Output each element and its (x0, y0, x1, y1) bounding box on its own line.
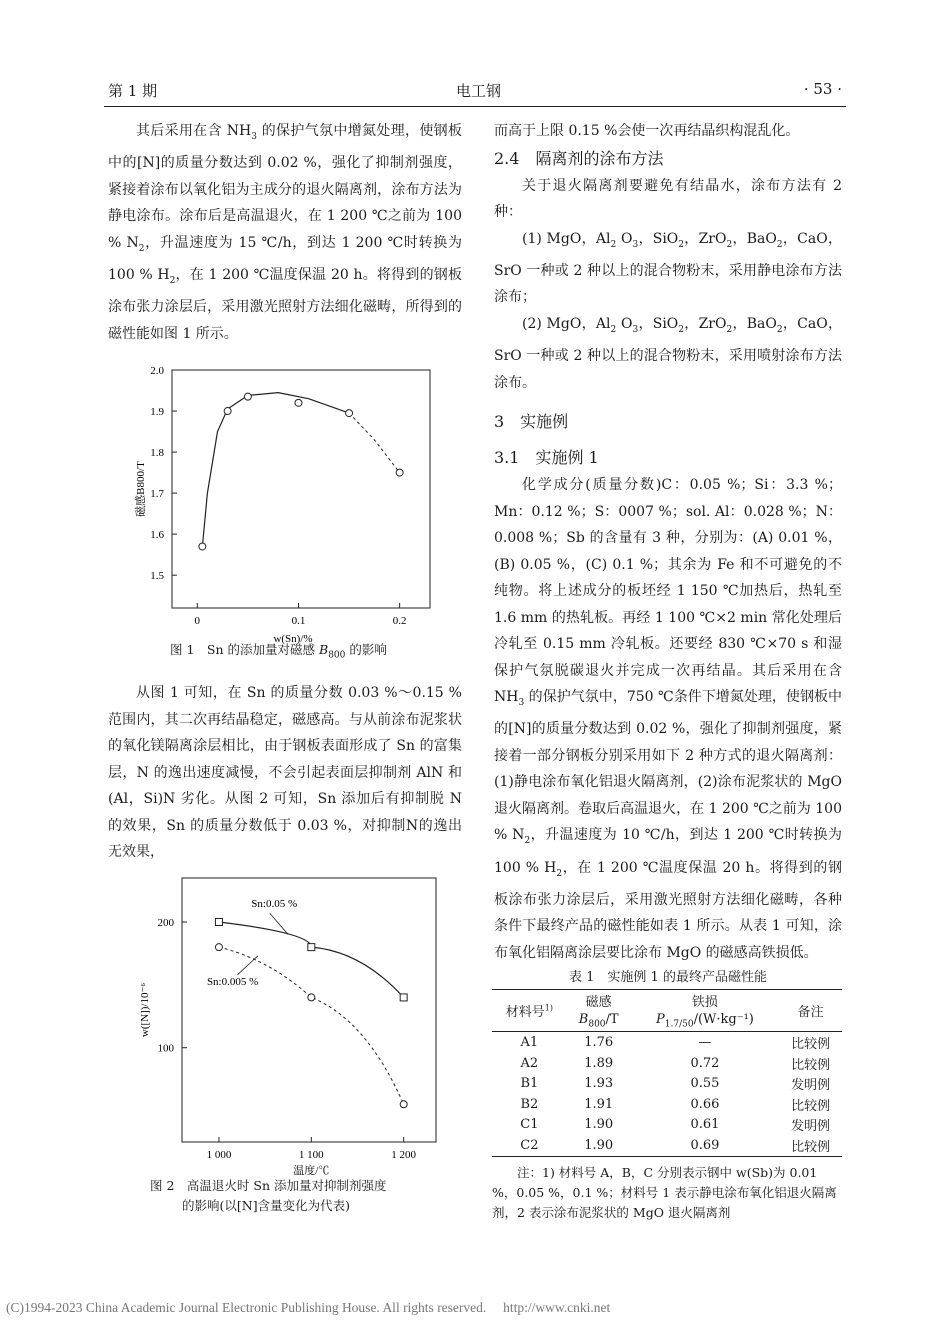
data-point-square (400, 994, 407, 1001)
y-tick-label: 1.6 (150, 529, 164, 542)
table-note: 注：1) 材料号 A，B，C 分别表示钢中 w(Sb)为 0.01 %，0.05 %，0.1 %；材料号 1 表示静电涂布氧化铝退火隔离剂，2 表示涂布泥浆状的 MgO 退火隔离剂 (492, 1164, 837, 1220)
figure-1-caption: 图 1 Sn 的添加量对磁感 $B_{800}$ 的影响 (170, 642, 387, 661)
data-point-square (215, 919, 222, 926)
y-tick-label: 1.8 (150, 447, 164, 460)
data-point (295, 399, 302, 406)
series-line-sn-0-005 (219, 947, 404, 1104)
data-point-circle (400, 1101, 407, 1108)
plot-frame (182, 878, 436, 1142)
x-tick-label: 0 (194, 615, 201, 627)
table-row: A1 1.76 — 比较例 (520, 1034, 831, 1052)
copyright-footer: (C)1994-2023 China Academic Journal Electronic Publishing House. All rights reserved. http://www.cnki.net (6, 1300, 611, 1315)
table-header: 材料号$^{1)}$ (492, 990, 567, 1032)
series-label: Sn:0.05 % (251, 897, 298, 910)
dashed-fit-curve (349, 413, 400, 473)
figure-2-caption: 图 2 高温退火时 Sn 添加量对抑制剂强度 的影响(以[N]含量变化为代表) (150, 1178, 387, 1213)
table-row: C2 1.90 0.69 比较例 (492, 1135, 842, 1156)
left-paragraph-1 (108, 118, 462, 347)
paragraph-text: 而高于上限 0.15 %会使一次再结晶织构混乱化。 (494, 123, 800, 139)
data-point (244, 393, 251, 400)
data-point-circle (215, 944, 222, 951)
x-axis-label: 温度/℃ (293, 1165, 330, 1175)
table-1 (492, 966, 844, 1223)
page-number: · 53 · (803, 80, 842, 98)
section-heading-3-1: 3.1 实施例 1 (494, 448, 599, 468)
table-header: $P_{1.7/50}/(W\cdot kg^{-1})$ (631, 1011, 780, 1032)
paragraph-text: 从图 1 可知，在 Sn 的质量分数 0.03 %～0.15 %范围内，其二次再结晶稳定，磁感高。与从前涂布泥浆状的氧化镁隔离涂层相比，由于钢板表面形成了 Sn 的富集层，N 的逸出速度减慢，不会引起表面层抑制剂 AlN 和(Al，Si)N 劣化。从图 2 可知，Sn 添加后有抑制脱 N 的效果，Sn 的质量分数低于 0.03 %，对抑制N的逸出无效果， (108, 685, 462, 860)
figure-2-chart (130, 870, 450, 1175)
y-tick-label: 100 (157, 1042, 174, 1055)
data-point (199, 543, 206, 550)
y-tick-label: 200 (157, 917, 174, 929)
table (492, 989, 842, 1157)
label-leader-line (237, 956, 257, 975)
data-point (396, 469, 403, 476)
data-point (346, 410, 353, 417)
left-paragraph-2 (108, 680, 462, 866)
table-header: 铁损 (631, 990, 780, 1011)
data-point (224, 408, 231, 415)
y-axis-label: 磁感B800/T (135, 461, 147, 517)
paragraph-text: 关于退火隔离剂要避免有结晶水，涂布方法有 2 种： (494, 177, 842, 220)
table-header: $B_{800}/T$ (567, 1011, 631, 1032)
list-item: (1) MgO，$Al_2$ $O_3$，SiO$_2$，ZrO$_2$，BaO$_2$，CaO，SrO 一种或 2 种以上的混合物粉末，采用静电涂布方法涂布； (494, 230, 842, 306)
y-tick-label: 1.9 (150, 406, 164, 419)
right-column (494, 118, 842, 966)
x-tick-label: 1 000 (206, 1149, 232, 1161)
section-heading-2-4: 2.4 隔离剂的涂布方法 (494, 148, 664, 168)
paragraph-text: 其后采用在含 $NH_3$ 的保护气氛中增氮处理，使钢板中的[N]的质量分数达到 0.02 %，强化了抑制剂强度，紧接着涂布以氧化铝为主成分的退火隔离剂，涂布方法为静电涂布。涂布后是高温退火，在 1 200 ℃之前为 100 % $N_2$，升温速度为 15 ℃/h，到达 1 200 ℃时转换为 100 % $H_2$，在 1 200 ℃温度保温 20 h。将得到的钢板涂布张力涂层后，采用激光照射方法细化磁畴，所得到的磁性能如图 1 所示。 (108, 123, 463, 342)
running-header (104, 76, 846, 107)
table-row: B1 1.93 0.55 发明例 (520, 1076, 831, 1094)
data-point-square (308, 944, 315, 951)
table-header: 磁感 (567, 990, 631, 1011)
solid-fit-curve (202, 393, 349, 547)
figure-1-chart (130, 358, 440, 648)
table-row: A2 1.89 0.72 比较例 (520, 1055, 831, 1073)
x-tick-label: 1 100 (298, 1149, 324, 1161)
paragraph-text: 化学成分(质量分数)C：0.05 %；Si：3.3 %；Mn：0.12 %；S：0007 %；sol. Al：0.028 %；N：0.008 %；Sb 的含量有 3 种，分别为：(A) 0.01 %，(B) 0.05 %，(C) 0.1 %；其余为 Fe 和不可避免的不纯物。将上述成分的板坯经 1 150 ℃加热后，热轧至 1.6 mm 的热轧板。再经 1 100 ℃×2 min 常化处理后冷轧至 0.15 mm 冷轧板。还要经 830 ℃×70 s 和湿保护气氛脱碳退火并完成一次再结晶。其后采用在含 $NH_3$ 的保护气氛中，750 ℃条件下增氮处理，使钢板中的[N]的质量分数达到 0.02 %，强化了抑制剂强度，紧接着一部分钢板分别采用如下 2 种方式的退火隔离剂：(1)静电涂布氧化铝退火隔离剂，(2)涂布泥浆状的 MgO 退火隔离剂。卷取后高温退火，在 1 200 ℃之前为 100 % $N_2$，升温速度为 10 ℃/h，到达 1 200 ℃时转换为 100 % $H_2$，在 1 200 ℃温度保温 20 h。将得到的钢板涂布张力涂层后，采用激光照射方法细化磁畴，各种条件下最终产品的磁性能如表 1 所示。从表 1 可知，涂布氧化铝隔离涂层要比涂布 MgO 的磁感高铁损低。 (494, 477, 843, 961)
y-axis-label: w([N])/10⁻⁶ (139, 982, 151, 1038)
y-tick-label: 1.5 (150, 570, 164, 583)
x-tick-label: 1 200 (391, 1149, 417, 1161)
table-row: B2 1.91 0.66 比较例 (520, 1096, 831, 1114)
table-row: C1 1.90 0.61 发明例 (520, 1117, 831, 1135)
journal-title: 电工钢 (456, 82, 502, 100)
table-title: 表 1 实施例 1 的最终产品磁性能 (569, 970, 767, 985)
x-tick-label: 0.1 (291, 615, 306, 627)
list-item: (2) MgO，$Al_2$ $O_3$，SiO$_2$，ZrO$_2$，BaO$_2$，CaO，SrO 一种或 2 种以上的混合物粉末，采用喷射涂布方法涂布。 (494, 315, 842, 391)
section-heading-3: 3 实施例 (494, 412, 569, 432)
issue-number: 第 1 期 (108, 82, 158, 100)
table-header: 备注 (779, 990, 842, 1032)
y-tick-label: 2.0 (150, 365, 164, 377)
x-axis-label: w(Sn)/% (273, 633, 313, 645)
y-tick-label: 1.7 (150, 488, 164, 501)
data-point-circle (308, 994, 315, 1001)
series-label: Sn:0.005 % (206, 975, 259, 988)
x-tick-label: 0.2 (392, 615, 407, 627)
